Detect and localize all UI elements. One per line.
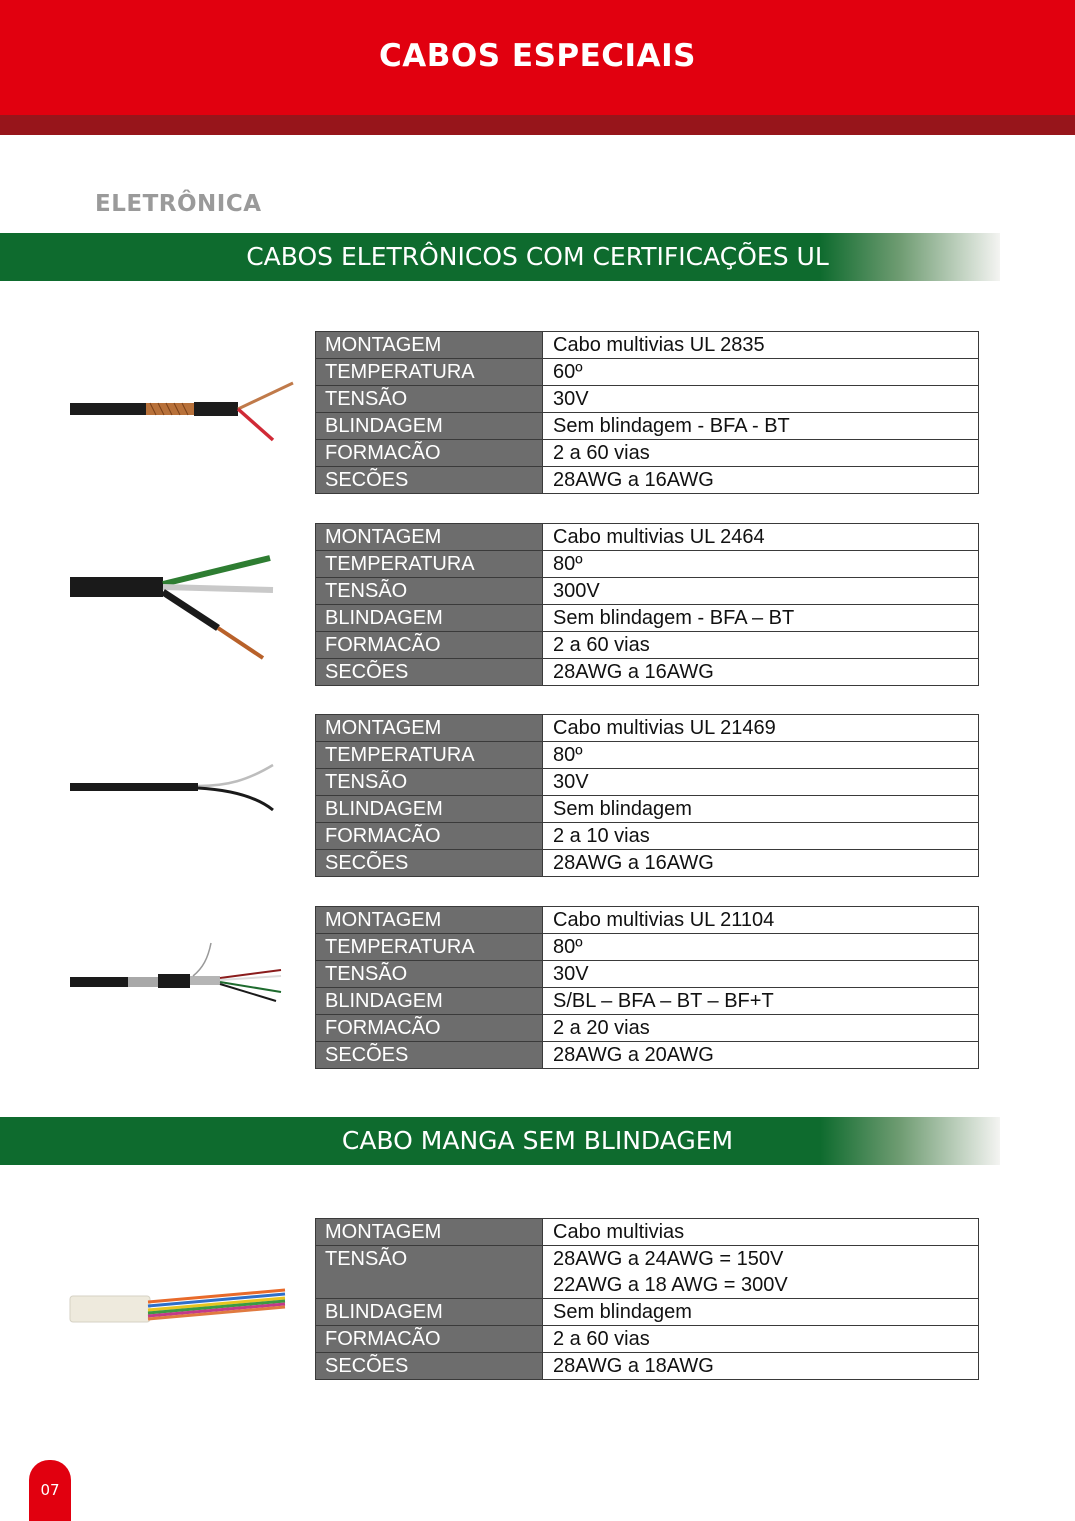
spec-value: 60º xyxy=(553,361,583,383)
spec-value: 28AWG a 18AWG xyxy=(553,1355,714,1377)
table-row xyxy=(316,551,978,578)
spec-value: Sem blindagem xyxy=(553,798,692,820)
spec-label: SECÕES xyxy=(316,1042,543,1068)
spec-value-line: 28AWG a 24AWG = 150V xyxy=(553,1248,784,1270)
table-row xyxy=(316,332,978,359)
spec-label: TENSÃO xyxy=(316,1246,543,1298)
spec-label: BLINDAGEM xyxy=(316,1299,543,1325)
table-row xyxy=(316,742,978,769)
section-title-manga: CABO MANGA SEM BLINDAGEM xyxy=(341,1126,734,1155)
page-title: CABOS ESPECIAIS xyxy=(379,38,696,74)
category-heading: ELETRÔNICA xyxy=(95,191,262,217)
spec-value: Sem blindagem - BFA - BT xyxy=(553,415,790,437)
spec-label: FORMACÃO xyxy=(316,1326,543,1352)
spec-value: 28AWG a 16AWG xyxy=(553,469,714,491)
spec-value xyxy=(543,1246,978,1298)
spec-value: Cabo multivias UL 2835 xyxy=(553,334,765,356)
table-row xyxy=(316,1246,978,1299)
spec-value: Sem blindagem - BFA – BT xyxy=(553,607,795,629)
table-row xyxy=(316,524,978,551)
spec-label: MONTAGEM xyxy=(316,715,543,741)
table-row xyxy=(316,1299,978,1326)
spec-table-ul2464 xyxy=(315,523,979,686)
spec-label: TEMPERATURA xyxy=(316,934,543,960)
spec-table-ul2835 xyxy=(315,331,979,494)
spec-value: 2 a 10 vias xyxy=(553,825,650,847)
spec-value: 80º xyxy=(553,936,583,958)
header-stripe xyxy=(0,115,1075,135)
table-row xyxy=(316,934,978,961)
table-row xyxy=(316,850,978,876)
spec-table-manga xyxy=(315,1218,979,1380)
spec-value: Cabo multivias UL 21469 xyxy=(553,717,776,739)
table-row xyxy=(316,413,978,440)
spec-value: 80º xyxy=(553,553,583,575)
spec-value: 30V xyxy=(553,963,589,985)
spec-value: Cabo multivias xyxy=(553,1221,685,1243)
spec-label: FORMACÃO xyxy=(316,823,543,849)
table-row xyxy=(316,961,978,988)
table-row xyxy=(316,605,978,632)
spec-table-ul21104 xyxy=(315,906,979,1069)
spec-value: 2 a 20 vias xyxy=(553,1017,650,1039)
table-row xyxy=(316,632,978,659)
spec-value: 80º xyxy=(553,744,583,766)
spec-label: SECÕES xyxy=(316,659,543,685)
spec-value: 30V xyxy=(553,771,589,793)
spec-value: 28AWG a 20AWG xyxy=(553,1044,714,1066)
spec-label: BLINDAGEM xyxy=(316,413,543,439)
spec-label: TEMPERATURA xyxy=(316,359,543,385)
table-row xyxy=(316,1042,978,1068)
table-row xyxy=(316,769,978,796)
spec-label: FORMACÃO xyxy=(316,440,543,466)
spec-label: FORMACÃO xyxy=(316,1015,543,1041)
cable-ul2464-icon xyxy=(68,550,298,665)
page-number: 07 xyxy=(29,1460,71,1521)
spec-label: TEMPERATURA xyxy=(316,551,543,577)
cable-manga-icon xyxy=(68,1280,298,1330)
spec-label: MONTAGEM xyxy=(316,907,543,933)
table-row xyxy=(316,1353,978,1379)
spec-label: SECÕES xyxy=(316,850,543,876)
spec-value: Sem blindagem xyxy=(553,1301,692,1323)
cable-ul21104-icon xyxy=(68,938,298,1008)
table-row xyxy=(316,1219,978,1246)
cable-ul21469-icon xyxy=(68,760,298,815)
table-row xyxy=(316,715,978,742)
spec-value: 2 a 60 vias xyxy=(553,634,650,656)
table-row xyxy=(316,988,978,1015)
spec-label: SECÕES xyxy=(316,467,543,493)
table-row xyxy=(316,823,978,850)
table-row xyxy=(316,359,978,386)
spec-value: 300V xyxy=(553,580,600,602)
cable-ul2835-icon xyxy=(68,378,298,448)
spec-label: BLINDAGEM xyxy=(316,796,543,822)
spec-value: 30V xyxy=(553,388,589,410)
table-row xyxy=(316,467,978,493)
spec-label: MONTAGEM xyxy=(316,524,543,550)
spec-value-line: 22AWG a 18 AWG = 300V xyxy=(553,1274,788,1296)
spec-label: TENSÃO xyxy=(316,961,543,987)
table-row xyxy=(316,440,978,467)
spec-value: 2 a 60 vias xyxy=(553,1328,650,1350)
table-row xyxy=(316,796,978,823)
spec-label: BLINDAGEM xyxy=(316,605,543,631)
spec-value: 28AWG a 16AWG xyxy=(553,661,714,683)
spec-label: SECÕES xyxy=(316,1353,543,1379)
spec-label: MONTAGEM xyxy=(316,1219,543,1245)
spec-value: Cabo multivias UL 2464 xyxy=(553,526,765,548)
spec-value: S/BL – BFA – BT – BF+T xyxy=(553,990,774,1012)
spec-label: TENSÃO xyxy=(316,769,543,795)
table-row xyxy=(316,659,978,685)
spec-label: TENSÃO xyxy=(316,386,543,412)
spec-label: FORMACÃO xyxy=(316,632,543,658)
table-row xyxy=(316,907,978,934)
spec-label: MONTAGEM xyxy=(316,332,543,358)
spec-label: TEMPERATURA xyxy=(316,742,543,768)
section-title-ul: CABOS ELETRÔNICOS COM CERTIFICAÇÕES UL xyxy=(246,242,829,271)
table-row xyxy=(316,1326,978,1353)
spec-value: 28AWG a 16AWG xyxy=(553,852,714,874)
spec-value: Cabo multivias UL 21104 xyxy=(553,909,775,931)
spec-label: BLINDAGEM xyxy=(316,988,543,1014)
spec-label: TENSÃO xyxy=(316,578,543,604)
table-row xyxy=(316,1015,978,1042)
table-row xyxy=(316,386,978,413)
spec-table-ul21469 xyxy=(315,714,979,877)
table-row xyxy=(316,578,978,605)
spec-value: 2 a 60 vias xyxy=(553,442,650,464)
